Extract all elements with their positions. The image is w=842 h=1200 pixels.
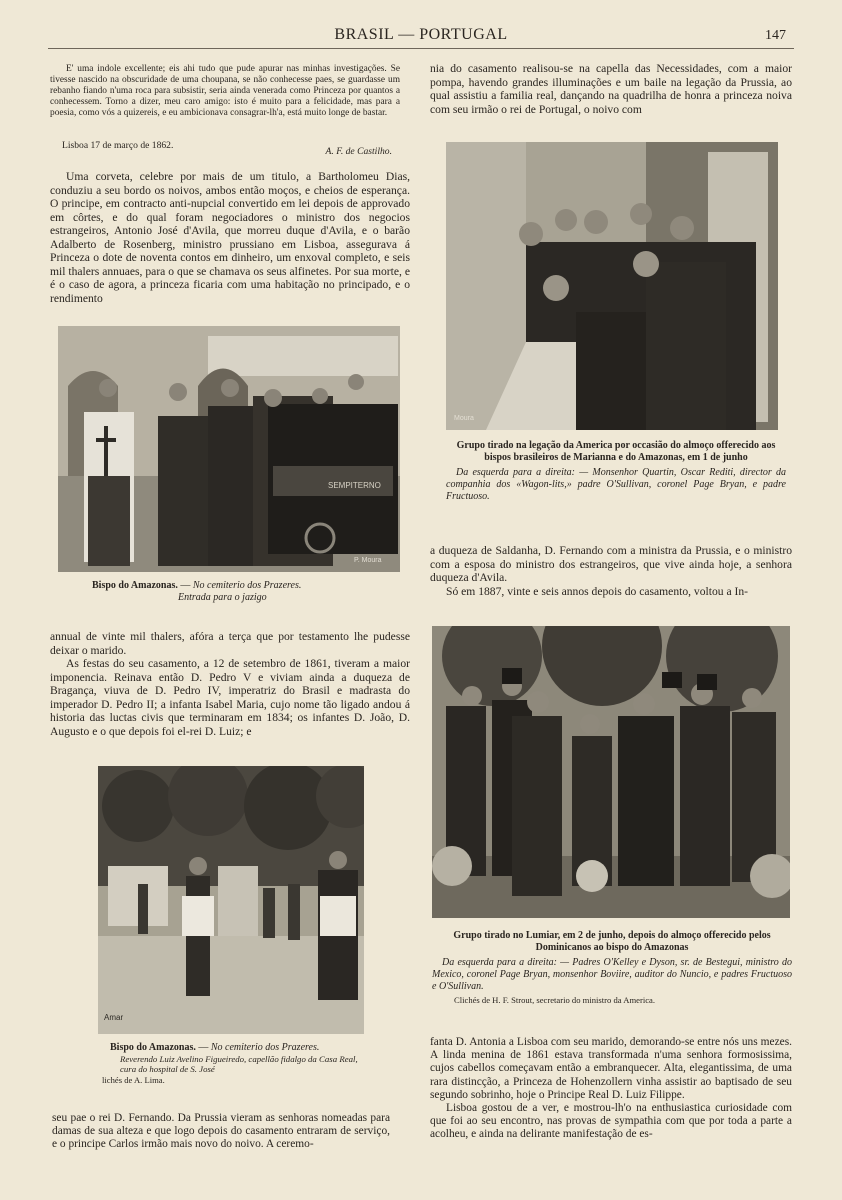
paragraph-text: Só em 1887, vinte e seis annos depois do casamento, voltou a In- (446, 584, 749, 598)
photographer-mark: P. Moura (354, 557, 382, 564)
paragraph-text: fanta D. Antonia a Lisboa com seu marido, demorando-se entre nós uns mezes. A linda menina de 1861 estava transformada n'uma senhora formosissima, cujos cabellos começavam então a embranquecer. Alta, elegantissima, de uma rara distincção, a Princeza de Hohenzollern vinha assistir ao baptisado de seu segundo sobrinho, hoje o Principe Real D. Luiz Filippe. (430, 1036, 792, 1101)
paragraph-text: Lisboa gostou de a ver, e mostrou-lh'o na enthusiastica curiosidade com que foi ao seu encontro, nas provas de sympathia com que por toda a parte a acolheu, e ainda na delirante manifestação de es- (430, 1102, 792, 1141)
caption-credit: Clichés de H. F. Strout, secretario do ministro da America. (454, 995, 655, 1005)
paragraph-text: As festas do seu casamento, a 12 de setembro de 1861, tiveram a maior imponencia. Reinava então D. Pedro V e viviam ainda a duqueza de Bragança, viuva de D. Pedro IV, imperatriz do Brasil e madrasta do imperador D. Pedro II; a infanta Isabel Maria, cujo nome tão ligado andou á historia das luctas civis que terminaram em 1834; os infantes D. João, D. Augusto e o que depois foi el-rei D. Luiz; e (50, 657, 410, 738)
caption-people: Da esquerda para a direita: — Padres O'Kelley e Dyson, sr. de Bestegui, ministro do Mexico, coronel Page Bryan, monsenhor Boviire, auditor do Nuncio, e padres Fructuoso e O'Sullivan. (432, 957, 792, 992)
article-paragraph-2 (50, 630, 410, 738)
photo-2-caption (446, 440, 786, 503)
caption-subtitle: Entrada para o jazigo (178, 592, 267, 603)
paragraph-text: a duqueza de Saldanha, D. Fernando com a ministra da Prussia, e o ministro com a esposa do ministro dos estrangeiros, que vive ainda hoje, a senhora duqueza d'Avila. (430, 544, 792, 584)
letter-signoff (62, 140, 392, 157)
header-rule (48, 48, 794, 49)
caption-title: Grupo tirado no Lumiar, em 2 de junho, depois do almoço offerecido pelos Dominicanos ao bispo do Amazonas (453, 930, 771, 953)
signoff-place-date: Lisboa 17 de março de 1862. (62, 140, 174, 151)
caption-people: Da esquerda para a direita: — Monsenhor Quartin, Oscar Rediti, director da companhia dos «Wagon-lits,» padre O'Sullivan, coronel Page Bryan, e padre Fructuoso. (446, 467, 786, 502)
article-paragraph-1 (50, 170, 410, 305)
caption-subtitle: Reverendo Luiz Avelino Figueiredo, capellão fidalgo da Casa Real, cura do hospital de S. José (120, 1054, 358, 1074)
caption-title: Bispo do Amazonas. (92, 580, 178, 591)
photo-cemetery-procession (98, 766, 364, 1034)
right-paragraph-bottom (430, 1036, 792, 1142)
paragraph-text: nia do casamento realisou-se na capella das Necessidades, com a maior pompa, havendo grandes illuminações e um baile na legação da Prussia, ao qual assistiu a familia real, dançando na quadrilha de honra a princeza noiva com seu irmão o rei de Portugal, o noivo com (430, 62, 792, 116)
paragraph-text: Uma corveta, celebre por mais de um titulo, a Bartholomeu Dias, conduziu a seu bordo os noivos, ambos então moços, e cheios de esperança. O principe, em contracto anti-nupcial convertido em lei depois de approvado em côrtes, e do qual foram negociadores o ministro dos negocios estrangeiros, Antonio José d'Avila, que morreu duque d'Avila, e o barão Adalberto de Rosenberg, ministro prussiano em Lisboa, assegurava á Princeza o dote de noventa contos em dinheiro, um enxoval completo, e seis mil thalers annuaes, para o que se chamava os seus alfinetes. Por sua morte, e é o caso de agora, a princeza ficaria com uma habitação no principado, e o rendimento (50, 170, 410, 305)
caption-title: Bispo do Amazonas. (110, 1042, 196, 1053)
photo-lumiar-group (432, 626, 790, 918)
quote-text: E' uma indole excellente; eis ahi tudo que pude apurar nas minhas investigações. Se tivesse nascido na obscuridade de uma choupana, se não conhecesse paes, se guardasse um rebanho fiando n'uma roca para subsistir, seria ainda venerada como Princeza por quantos a conhecessem. Torno a dizer, meu caro amigo: isto é muito para a felicidade, mas para a poesia, como vós a quizereis, e eu ambicionava consagrar-lh'a, está muito longe de bastar. (50, 64, 400, 118)
vault-inscription: SEMPITERNO (328, 481, 381, 490)
signoff-author: A. F. de Castilho. (325, 146, 392, 157)
photographer-mark: Moura (454, 415, 474, 422)
page-number: 147 (765, 28, 786, 43)
photo-4-caption (102, 1042, 370, 1086)
photographer-mark: Amar (104, 1013, 124, 1022)
right-paragraph-top (430, 62, 792, 116)
right-paragraph-middle (430, 544, 792, 598)
photo-3-caption (432, 930, 792, 1006)
photo-cemetery-entrance-image (58, 326, 400, 572)
photo-cemetery-entrance (58, 326, 400, 572)
caption-location: No cemiterio dos Prazeres. (210, 1042, 320, 1053)
caption-dash: — (195, 1042, 211, 1053)
caption-credit: lichés de A. Lima. (102, 1075, 165, 1085)
paragraph-continuation: annual de vinte mil thalers, afóra a terça que por testamento lhe pudesse deixar o marido. (50, 630, 410, 657)
caption-location: No cemiterio dos Prazeres. (192, 580, 302, 591)
photo-1-caption (92, 580, 382, 604)
article-paragraph-3 (52, 1112, 390, 1152)
letter-quote (50, 64, 400, 119)
paragraph-text: seu pae o rei D. Fernando. Da Prussia vieram as senhoras nomeadas para damas de sua alteza e que logo depois do casamento entraram de serviço, e o principe Carlos irmão mais novo do noivo. A ceremo- (52, 1112, 390, 1151)
photo-lumiar-group-image (432, 626, 790, 918)
caption-dash: — (177, 580, 193, 591)
running-title: BRASIL — PORTUGAL (334, 26, 508, 43)
photo-cemetery-procession-image (98, 766, 364, 1034)
photo-legation-group (446, 142, 778, 430)
caption-title: Grupo tirado na legação da America por occasião do almoço offerecido aos bispos brasileiros de Marianna e do Amazonas, em 1 de junho (456, 440, 776, 463)
photo-legation-group-image (446, 142, 778, 430)
